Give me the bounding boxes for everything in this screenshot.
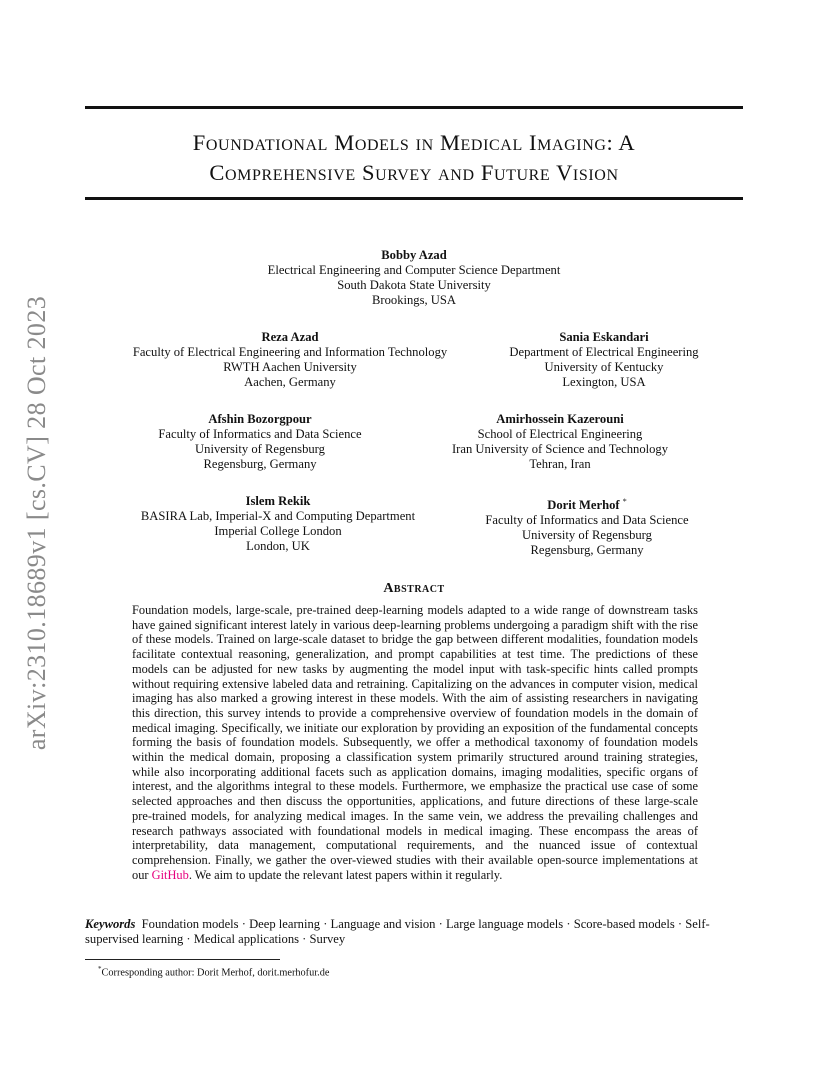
author-name: Amirhossein Kazerouni [496,412,624,426]
footnote [98,963,329,979]
author-block-3 [509,330,698,390]
author-affiliation-line: Tehran, Iran [529,457,591,471]
title-line-1: Foundational Models in Medical Imaging: A [192,130,636,155]
keywords-text: Foundation models · Deep learning · Language and vision · Large language models · Score-based models · Self-supervised learning · Medical applications · Survey [85,917,710,946]
author-affiliation-line: Iran University of Science and Technology [451,442,669,456]
author-affiliation-line: Faculty of Informatics and Data Science [485,513,689,528]
keywords-label: Keywords [85,917,136,931]
title-bottom-rule [85,197,743,200]
author-affiliation-line: School of Electrical Engineering [477,427,643,441]
title-line-2: Comprehensive Survey and Future Vision [209,160,619,185]
author-affiliation-line: Faculty of Informatics and Data Science [158,427,362,441]
paper-title [85,128,743,188]
abstract-heading: Abstract [383,581,445,596]
author-name: Islem Rekik [245,494,311,508]
author-affiliation-line: University of Kentucky [544,360,664,374]
author-affiliation-line: Regensburg, Germany [530,543,644,558]
author-name: Afshin Bozorgpour [208,412,312,426]
footnote-text: Corresponding author: Dorit Merhof, dorit.merhofur.de [101,967,330,979]
title-top-rule [85,106,743,109]
author-affiliation-line: Lexington, USA [562,375,646,389]
footnote-marker: * [98,965,102,973]
author-affiliation-line: BASIRA Lab, Imperial-X and Computing Department [140,509,416,523]
author-block-1 [268,248,561,308]
author-affiliation-line: University of Regensburg [195,442,325,456]
abstract-text-end: . We aim to update the relevant latest papers within it regularly. [188,867,503,882]
author-block-2 [133,330,447,390]
abstract-body [132,603,698,882]
author-affiliation-line: Regensburg, Germany [203,457,317,471]
corresponding-marker: * [622,497,627,506]
author-affiliation-line: Brookings, USA [372,293,456,307]
author-affiliation-line: Imperial College London [214,524,342,538]
author-affiliation-line: RWTH Aachen University [223,360,357,374]
author-name: Reza Azad [261,330,319,344]
author-affiliation-line: South Dakota State University [337,278,491,292]
abstract-text: Foundation models, large-scale, pre-trained deep-learning models adapted to a wide range of downstream tasks have gained significant interest lately in various deep-learning problems undergoing a paradigm shift with the rise of these models. Trained on large-scale dataset to bridge the gap between different modalities, foundation models facilitate contextual reasoning, generalization, and prompt capabilities at test time. The predictions of these models can be adjusted for new tasks by augmenting the model input with task-specific hints called prompts without requiring extensive labeled data and retraining. Capitalizing on the advances in computer vision, medical imaging has also marked a growing interest in these models. With the aim of assisting researchers in navigating this direction, this survey intends to provide a comprehensive overview of foundation models in the domain of medical imaging. Specifically, we initiate our exploration by providing an exposition of the fundamental concepts forming the basis of foundation models. Subsequently, we offer a methodical taxonomy of foundation models within the medical domain, proposing a classification system primarily structured around training strategies, while also incorporating additional facets such as application domains, imaging modalities, specific organs of interest, and the algorithms integral to these models. Furthermore, we emphasize the practical use case of some selected approaches and then discuss the opportunities, applications, and future directions of these large-scale pre-trained models, for analyzing medical images. In the same vein, we address the prevailing challenges and research pathways associated with foundational models in medical imaging. These encompass the areas of interpretability, data management, computational requirements, and the nuanced issue of contextual comprehension. Finally, we gather the over-viewed studies with their available open-source implementations at our [132,603,698,882]
arxiv-stamp: arXiv:2310.18689v1 [cs.CV] 28 Oct 2023 [22,295,51,751]
author-affiliation-line: Aachen, Germany [244,375,336,389]
github-link[interactable]: GitHub [151,867,189,882]
author-block-6 [141,494,415,554]
author-affiliation-line: Department of Electrical Engineering [509,345,699,359]
author-name: Dorit Merhof [547,498,620,513]
author-block-7 [485,494,688,558]
author-name-with-marker [485,494,688,513]
author-block-4 [158,412,361,472]
keywords-section [85,917,743,947]
footnote-rule [85,959,280,960]
author-affiliation-line: University of Regensburg [522,528,652,543]
author-affiliation-line: Faculty of Electrical Engineering and Information Technology [132,345,448,359]
author-name: Bobby Azad [381,248,447,262]
author-affiliation-line: Electrical Engineering and Computer Science Department [267,263,561,277]
author-block-5 [452,412,668,472]
author-affiliation-line: London, UK [246,539,310,553]
author-name: Sania Eskandari [559,330,649,344]
